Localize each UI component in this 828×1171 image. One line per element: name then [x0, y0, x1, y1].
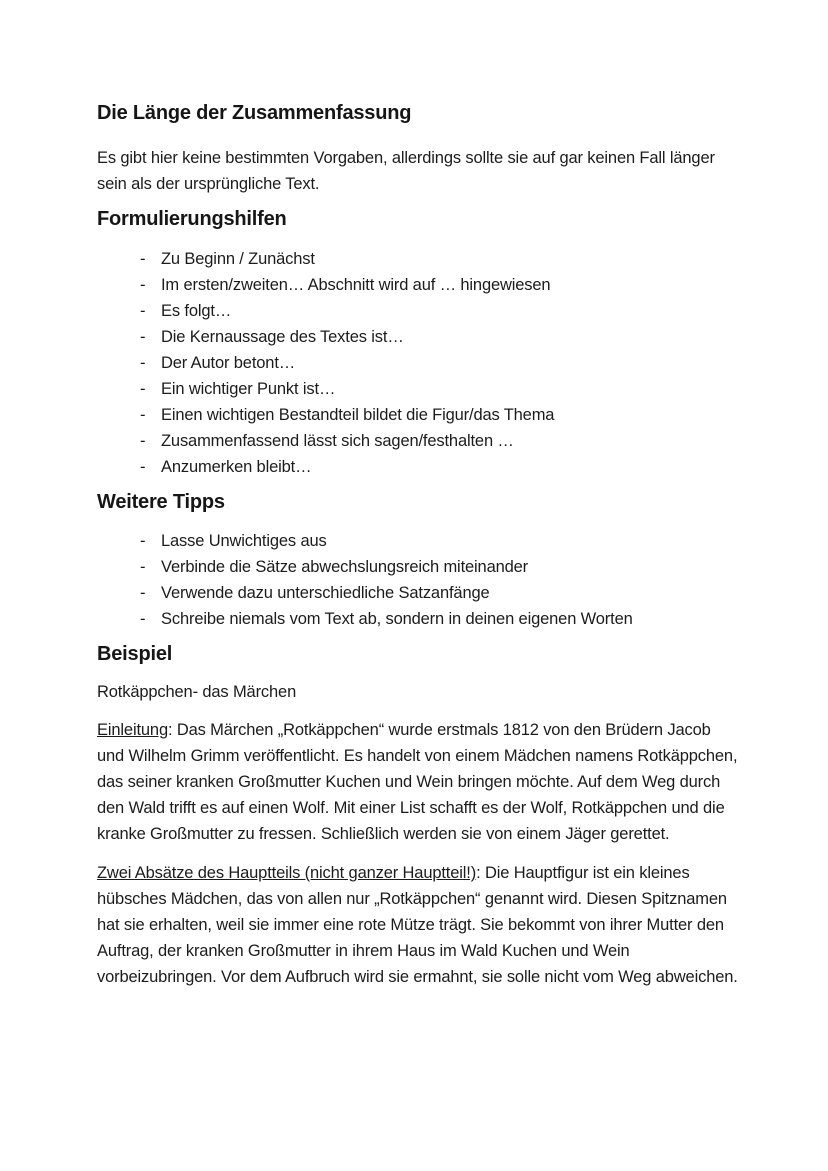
list-item — [140, 350, 740, 376]
formulierungshilfen-list — [97, 246, 740, 480]
list-item-text: Lasse Unwichtiges aus — [161, 532, 327, 550]
list-item-text: Ein wichtiger Punkt ist… — [161, 380, 336, 398]
list-item — [140, 324, 740, 350]
dash-bullet: - — [140, 558, 146, 576]
list-item-text: Zusammenfassend lässt sich sagen/festhalten … — [161, 432, 514, 450]
dash-bullet: - — [140, 380, 146, 398]
list-item-text: Anzumerken bleibt… — [161, 458, 312, 476]
list-item — [140, 580, 740, 606]
heading-laenge-der-zusammenfassung: Die Länge der Zusammenfassung — [97, 102, 412, 124]
paragraph-hauptteil — [97, 860, 740, 990]
paragraph-laenge-body: Es gibt hier keine bestimmten Vorgaben, allerdings sollte sie auf gar keinen Fall länger sein als der ursprüngliche Text. — [97, 149, 715, 193]
list-item — [140, 606, 740, 632]
heading-beispiel: Beispiel — [97, 643, 173, 665]
list-item — [140, 454, 740, 480]
list-item — [140, 554, 740, 580]
heading-weitere-tipps: Weitere Tipps — [97, 491, 225, 513]
list-item-text: Zu Beginn / Zunächst — [161, 250, 315, 268]
heading-formulierungshilfen: Formulierungshilfen — [97, 208, 287, 230]
dash-bullet: - — [140, 276, 146, 294]
weitere-tipps-list — [97, 528, 740, 632]
list-item-text: Der Autor betont… — [161, 354, 296, 372]
dash-bullet: - — [140, 610, 146, 628]
list-item — [140, 528, 740, 554]
list-item-text: Schreibe niemals vom Text ab, sondern in deinen eigenen Worten — [161, 610, 633, 628]
list-item — [140, 402, 740, 428]
list-item — [140, 428, 740, 454]
list-item — [140, 246, 740, 272]
list-item-text: Im ersten/zweiten… Abschnitt wird auf … hingewiesen — [161, 276, 551, 294]
hauptteil-underlined-label: Zwei Absätze des Hauptteils (nicht ganzer Hauptteil!) — [97, 864, 477, 882]
list-item-text: Es folgt… — [161, 302, 232, 320]
einleitung-underlined-label: Einleitung — [97, 721, 168, 739]
hauptteil-text: : Die Hauptfigur ist ein kleines hübsches Mädchen, das von allen nur „Rotkäppchen“ genannt wird. Diesen Spitznamen hat sie erhalten, weil sie immer eine rote Mütze trägt. Sie bekommt von ihrer Mutter den Auftrag, der kranken Großmutter in ihrem Haus im Wald Kuchen und Wein vorbeizubringen. Vor dem Aufbruch wird sie ermahnt, sie solle nicht vom Weg abweichen. — [97, 864, 738, 986]
dash-bullet: - — [140, 328, 146, 346]
dash-bullet: - — [140, 250, 146, 268]
list-item-text: Die Kernaussage des Textes ist… — [161, 328, 404, 346]
dash-bullet: - — [140, 532, 146, 550]
dash-bullet: - — [140, 584, 146, 602]
dash-bullet: - — [140, 406, 146, 424]
list-item-text: Einen wichtigen Bestandteil bildet die Figur/das Thema — [161, 406, 555, 424]
dash-bullet: - — [140, 432, 146, 450]
dash-bullet: - — [140, 458, 146, 476]
einleitung-text: : Das Märchen „Rotkäppchen“ wurde erstmals 1812 von den Brüdern Jacob und Wilhelm Grimm veröffentlicht. Es handelt von einem Mädchen namens Rotkäppchen, das seiner kranken Großmutter Kuchen und Wein bringen möchte. Auf dem Weg durch den Wald trifft es auf einen Wolf. Mit einer List schafft es der Wolf, Rotkäppchen und die kranke Großmutter zu fressen. Schließlich werden sie von einem Jäger gerettet. — [97, 721, 738, 843]
list-item — [140, 376, 740, 402]
list-item — [140, 298, 740, 324]
beispiel-subtitle: Rotkäppchen- das Märchen — [97, 683, 297, 701]
dash-bullet: - — [140, 302, 146, 320]
list-item — [140, 272, 740, 298]
list-item-text: Verbinde die Sätze abwechslungsreich miteinander — [161, 558, 529, 576]
dash-bullet: - — [140, 354, 146, 372]
paragraph-einleitung — [97, 717, 740, 847]
list-item-text: Verwende dazu unterschiedliche Satzanfänge — [161, 584, 490, 602]
